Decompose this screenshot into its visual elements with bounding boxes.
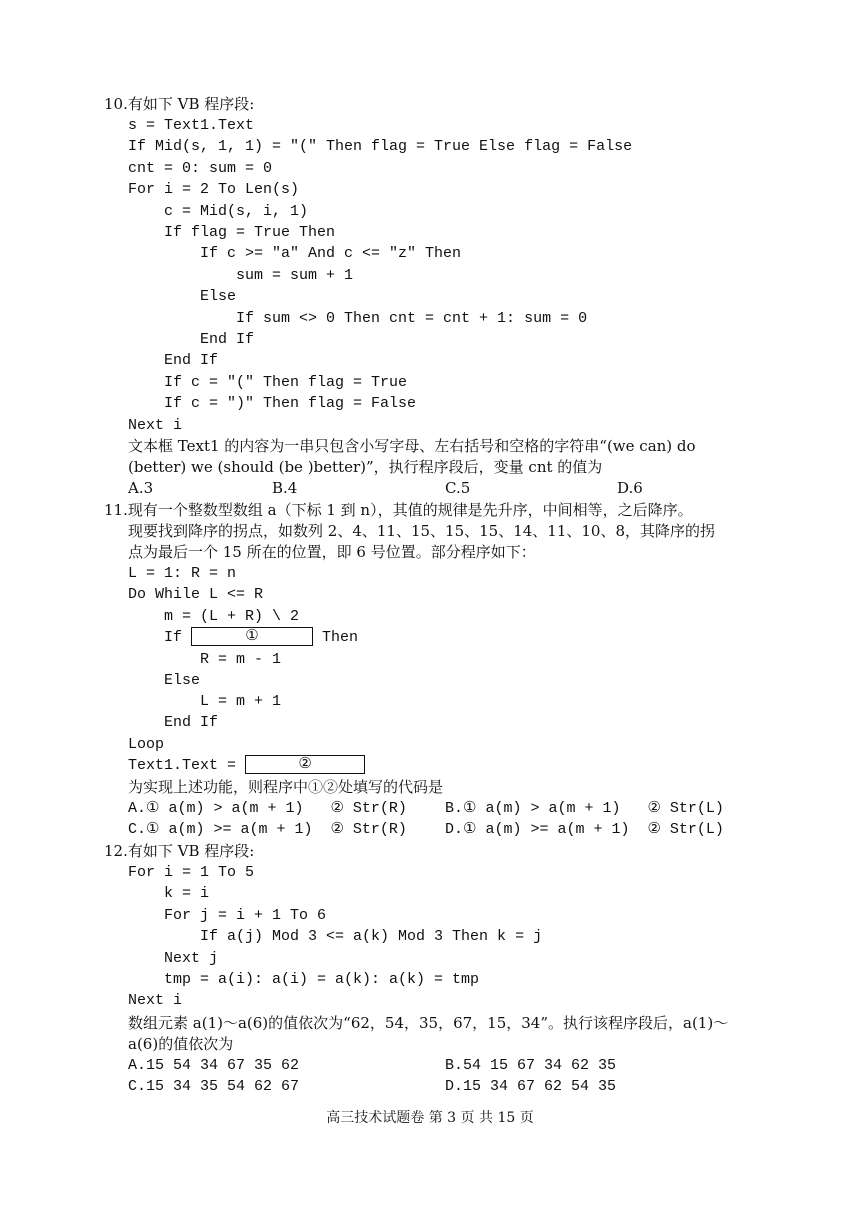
q11-question: 为实现上述功能，则程序中①②处填写的代码是: [128, 778, 444, 796]
q10-code-line: If sum <> 0 Then cnt = cnt + 1: sum = 0: [128, 309, 588, 327]
q11-option-d: D.① a(m) >= a(m + 1) ② Str(L): [445, 821, 724, 838]
q12-code-line: Next i: [128, 992, 183, 1010]
q11-option-b: B.① a(m) > a(m + 1) ② Str(L): [445, 800, 724, 817]
q10-code-line: s = Text1.Text: [128, 117, 255, 134]
q12-code-line: For i = 1 To 5: [128, 864, 255, 881]
q10-desc-line-1: 文本框 Text1 的内容为一串只包含小写字母、左右括号和空格的字符串“(we can) do: [128, 437, 696, 455]
q10-option-c: C.5: [445, 479, 471, 497]
q11-code-line: End If: [128, 714, 219, 731]
q10-option-d: D.6: [617, 479, 643, 497]
q12-title: 12.有如下 VB 程序段:: [104, 842, 255, 860]
q10-code-line: End If: [128, 331, 255, 348]
q12-option-b: B.54 15 67 34 62 35: [445, 1057, 617, 1074]
q11-title: 11.现有一个整数型数组 a（下标 1 到 n），其值的规律是先升序，中间相等，之后降序。: [104, 501, 693, 519]
q11-code-line: L = m + 1: [128, 693, 282, 710]
q12-code-line: Next j: [128, 949, 219, 967]
q10-code-line: If c >= "a" And c <= "z" Then: [128, 245, 462, 263]
q11-text-line: [128, 755, 365, 776]
q11-blank-1: ①: [191, 627, 313, 646]
q12-desc-line-1: 数组元素 a(1)～a(6)的值依次为“62，54，35，67，15，34”。执行该程序段后，a(1)～: [128, 1014, 729, 1032]
q11-code-line: R = m - 1: [128, 651, 282, 668]
q10-option-a: A.3: [128, 479, 154, 497]
q10-code-line: End If: [128, 352, 219, 370]
q11-code-line: Else: [128, 672, 201, 689]
q11-option-a: A.① a(m) > a(m + 1) ② Str(R): [128, 800, 407, 817]
q10-code-line: If flag = True Then: [128, 224, 336, 241]
q10-title: 10.有如下 VB 程序段:: [104, 95, 255, 113]
q11-code-line: m = (L + R) \ 2: [128, 608, 300, 625]
q11-code-line: Loop: [128, 736, 165, 753]
q10-code-line: cnt = 0: sum = 0: [128, 159, 273, 177]
page-footer: 高三技术试题卷 第 3 页 共 15 页: [326, 1110, 534, 1126]
q10-code-line: If Mid(s, 1, 1) = "(" Then flag = True Else flag = False: [128, 138, 633, 156]
q11-code-line: L = 1: R = n: [128, 565, 237, 582]
q11-blank-2: ②: [245, 755, 365, 774]
q10-code-line: If c = ")" Then flag = False: [128, 395, 417, 413]
q10-code-line: c = Mid(s, i, 1): [128, 202, 309, 220]
q12-desc-line-2: a(6)的值依次为: [128, 1035, 234, 1053]
q11-if-prefix: If: [128, 629, 183, 646]
q10-code-line: sum = sum + 1: [128, 266, 354, 284]
q11-if-suffix: Then: [322, 629, 359, 646]
q11-if-line: [128, 627, 358, 648]
q12-option-c: C.15 34 35 54 62 67: [128, 1078, 300, 1095]
q11-desc-line-1: 现要找到降序的拐点，如数列 2、4、11、15、15、15、14、11、10、8，其降序的拐: [128, 522, 716, 540]
q11-option-c: C.① a(m) >= a(m + 1) ② Str(R): [128, 821, 407, 838]
q12-code-line: If a(j) Mod 3 <= a(k) Mod 3 Then k = j: [128, 928, 543, 946]
q12-option-a: A.15 54 34 67 35 62: [128, 1057, 300, 1074]
q12-code-line: For j = i + 1 To 6: [128, 906, 327, 924]
q12-option-d: D.15 34 67 62 54 35: [445, 1078, 617, 1095]
q10-desc-line-2: (better) we (should (be )better)”，执行程序段后，变量 cnt 的值为: [128, 458, 603, 476]
q10-code-line: For i = 2 To Len(s): [128, 181, 300, 199]
q11-desc-line-2: 点为最后一个 15 所在的位置，即 6 号位置。部分程序如下：: [128, 543, 536, 561]
q11-text-prefix: Text1.Text =: [128, 757, 237, 774]
q10-code-line: Next i: [128, 416, 183, 434]
q12-code-line: tmp = a(i): a(i) = a(k): a(k) = tmp: [128, 971, 480, 988]
q10-code-line: If c = "(" Then flag = True: [128, 373, 408, 391]
q10-option-b: B.4: [272, 479, 298, 497]
q12-code-line: k = i: [128, 885, 210, 903]
q10-code-line: Else: [128, 288, 237, 306]
q11-code-line: Do While L <= R: [128, 586, 264, 603]
